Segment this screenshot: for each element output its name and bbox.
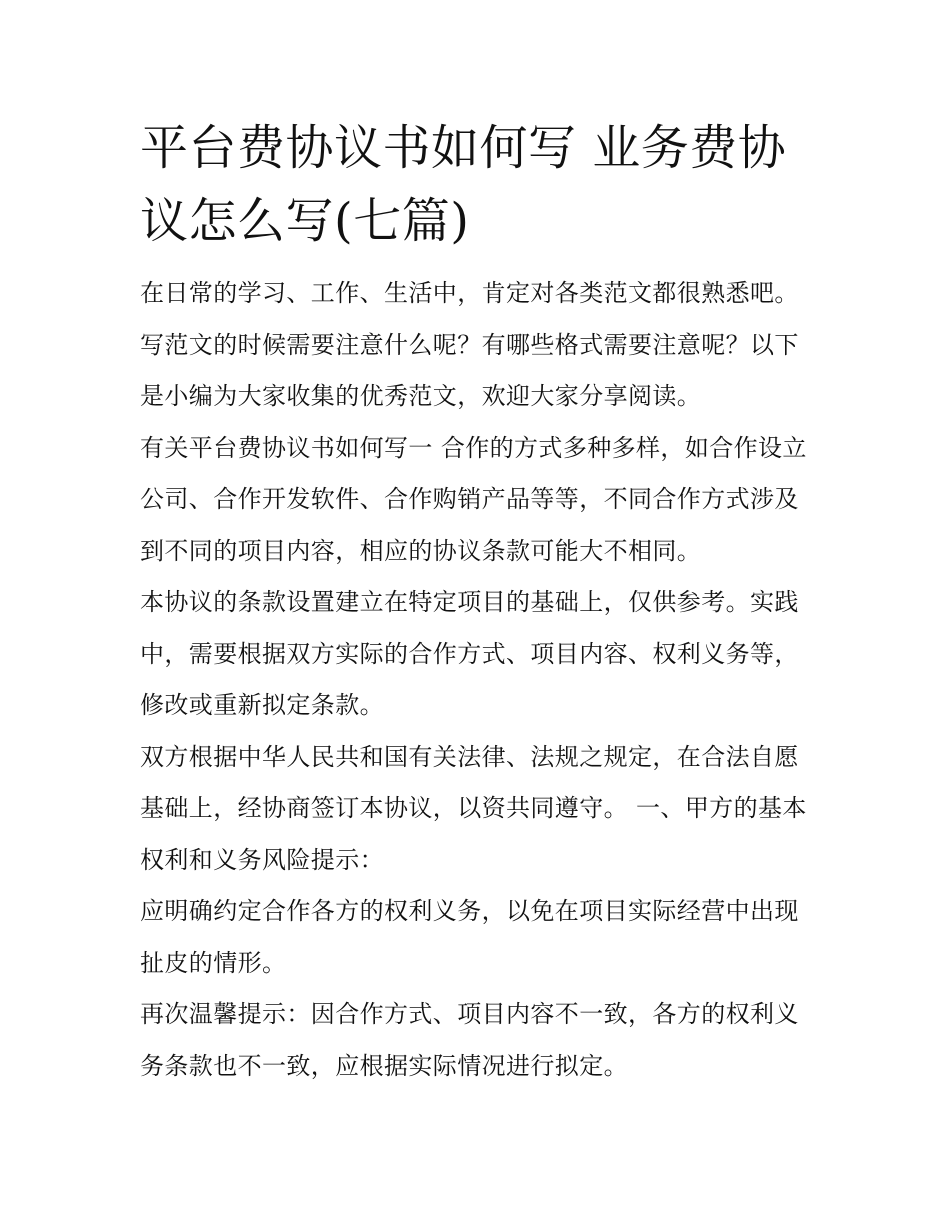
paragraph-legal-basis: 双方根据中华人民共和国有关法律、法规之规定，在合法自愿基础上，经协商签订本协议，以资共同遵守。 一、甲方的基本权利和义务风险提示： [140, 742, 807, 874]
document-title: 平台费协议书如何写 业务费协议怎么写(七篇) [140, 120, 787, 249]
paragraph-clause-reference: 本协议的条款设置建立在特定项目的基础上，仅供参考。实践中，需要根据双方实际的合作方式、项目内容、权利义务等，修改或重新拟定条款。 [140, 588, 799, 719]
paragraph-rights-obligations: 应明确约定合作各方的权利义务，以免在项目实际经营中出现扯皮的情形。 [140, 897, 799, 977]
paragraph-intro: 在日常的学习、工作、生活中，肯定对各类范文都很熟悉吧。写范文的时候需要注意什么呢？有哪些格式需要注意呢？以下是小编为大家收集的优秀范文，欢迎大家分享阅读。 [140, 279, 799, 410]
paragraph-cooperation-methods: 有关平台费协议书如何写一 合作的方式多种多样，如合作设立公司、合作开发软件、合作购销产品等等，不同合作方式涉及到不同的项目内容，相应的协议条款可能大不相同。 [140, 433, 807, 565]
document-page [140, 112, 820, 1092]
paragraph-reminder: 再次温馨提示：因合作方式、项目内容不一致，各方的权利义务条款也不一致，应根据实际情况进行拟定。 [140, 1000, 799, 1080]
